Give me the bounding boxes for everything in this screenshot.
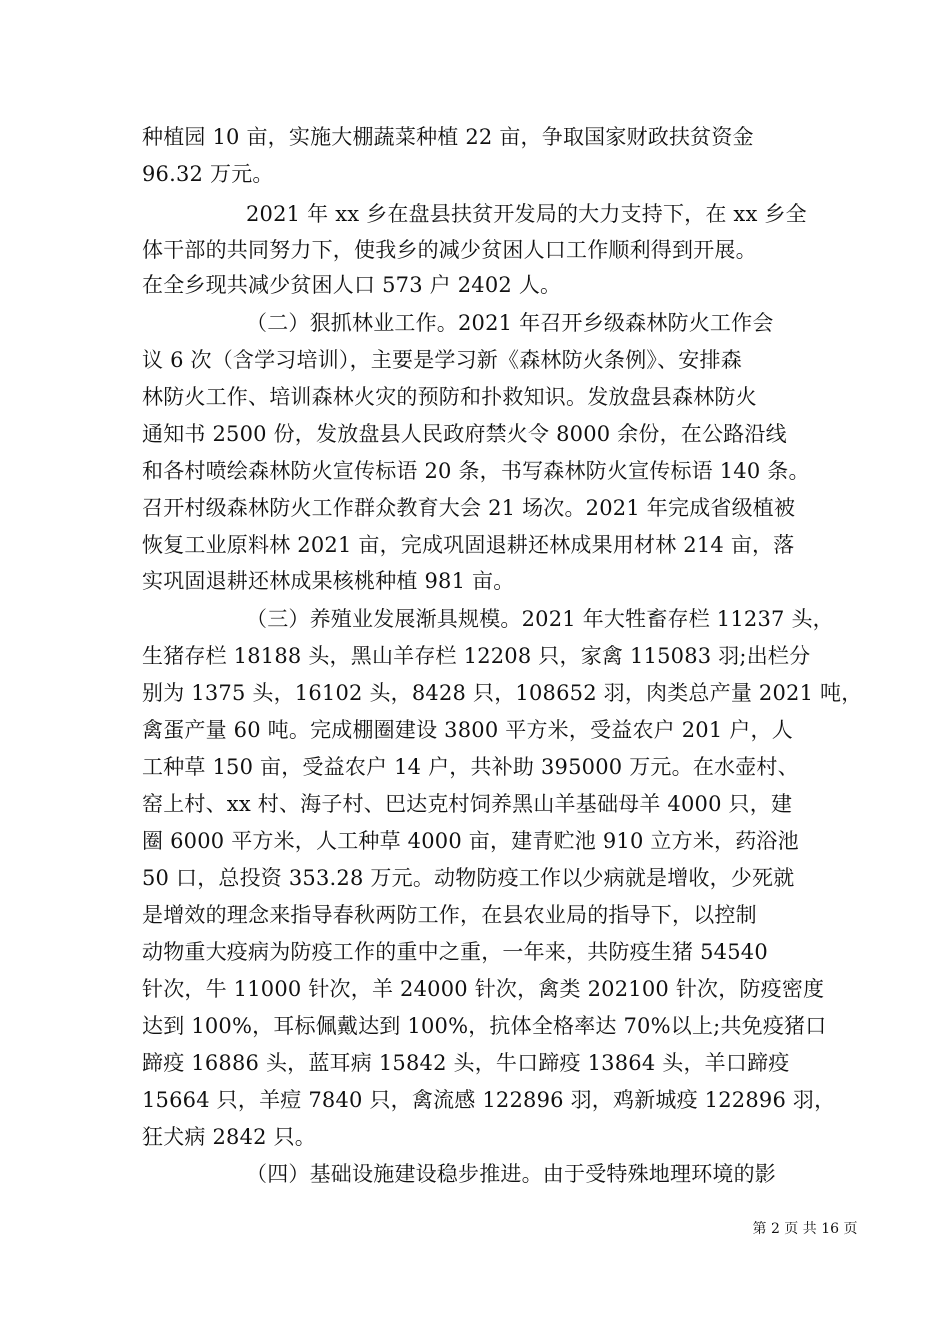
body-line-20: 圈 6000 平方米，人工种草 4000 亩，建青贮池 910 立方米，药浴池 [142, 829, 799, 853]
body-line-17: 禽蛋产量 60 吨。完成棚圈建设 3800 平方米，受益农户 201 户，人 [142, 718, 793, 742]
body-line-29: （四）基础设施建设稳步推进。由于受特殊地理环境的影 [246, 1162, 776, 1186]
body-line-14: （三）养殖业发展渐具规模。2021 年大牲畜存栏 11237 头， [246, 607, 834, 631]
body-line-18: 工种草 150 亩，受益农户 14 户，共补助 395000 万元。在水壶村、 [142, 755, 799, 779]
body-line-5: 在全乡现共减少贫困人口 573 户 2402 人。 [142, 273, 562, 297]
body-line-16: 别为 1375 头，16102 头，8428 只，108652 羽，肉类总产量 2021 吨， [142, 681, 863, 705]
body-line-9: 通知书 2500 份，发放盘县人民政府禁火令 8000 余份，在公路沿线 [142, 422, 787, 446]
body-line-8: 林防火工作、培训森林火灾的预防和扑救知识。发放盘县森林防火 [142, 385, 757, 409]
body-line-21: 50 口，总投资 353.28 万元。动物防疫工作以少病就是增收，少死就 [142, 866, 795, 890]
body-line-26: 蹄疫 16886 头，蓝耳病 15842 头，牛口蹄疫 13864 头，羊口蹄疫 [142, 1051, 790, 1075]
body-line-13: 实巩固退耕还林成果核桃种植 981 亩。 [142, 569, 515, 593]
body-line-10: 和各村喷绘森林防火宣传标语 20 条，书写森林防火宣传标语 140 条。 [142, 459, 810, 483]
body-line-2: 96.32 万元。 [142, 162, 274, 186]
body-line-4: 体干部的共同努力下，使我乡的减少贫困人口工作顺利得到开展。 [142, 238, 757, 262]
body-line-23: 动物重大疫病为防疫工作的重中之重，一年来，共防疫生猪 54540 [142, 940, 768, 964]
body-line-15: 生猪存栏 18188 头，黑山羊存栏 12208 只，家禽 115083 羽;出栏分 [142, 644, 811, 668]
body-line-12: 恢复工业原料林 2021 亩，完成巩固退耕还林成果用材林 214 亩，落 [142, 533, 795, 557]
body-line-7: 议 6 次（含学习培训），主要是学习新《森林防火条例》、安排森 [142, 348, 742, 372]
body-line-24: 针次，牛 11000 针次，羊 24000 针次，禽类 202100 针次，防疫密度 [142, 977, 825, 1001]
body-line-27: 15664 只，羊痘 7840 只，禽流感 122896 羽，鸡新城疫 122896 羽， [142, 1088, 836, 1112]
body-line-1: 种植园 10 亩，实施大棚蔬菜种植 22 亩，争取国家财政扶贫资金 [142, 125, 754, 149]
body-line-28: 狂犬病 2842 只。 [142, 1125, 316, 1149]
body-line-22: 是增效的理念来指导春秋两防工作，在县农业局的指导下，以控制 [142, 903, 757, 927]
body-line-3: 2021 年 xx 乡在盘县扶贫开发局的大力支持下，在 xx 乡全 [246, 202, 807, 226]
body-line-19: 窑上村、xx 村、海子村、巴达克村饲养黑山羊基础母羊 4000 只，建 [142, 792, 793, 816]
body-line-25: 达到 100%，耳标佩戴达到 100%，抗体全格率达 70%以上;共免疫猪口 [142, 1014, 827, 1038]
body-line-6: （二）狠抓林业工作。2021 年召开乡级森林防火工作会 [246, 311, 774, 335]
page-number-footer: 第 2 页 共 16 页 [752, 1221, 858, 1237]
body-line-11: 召开村级森林防火工作群众教育大会 21 场次。2021 年完成省级植被 [142, 496, 796, 520]
